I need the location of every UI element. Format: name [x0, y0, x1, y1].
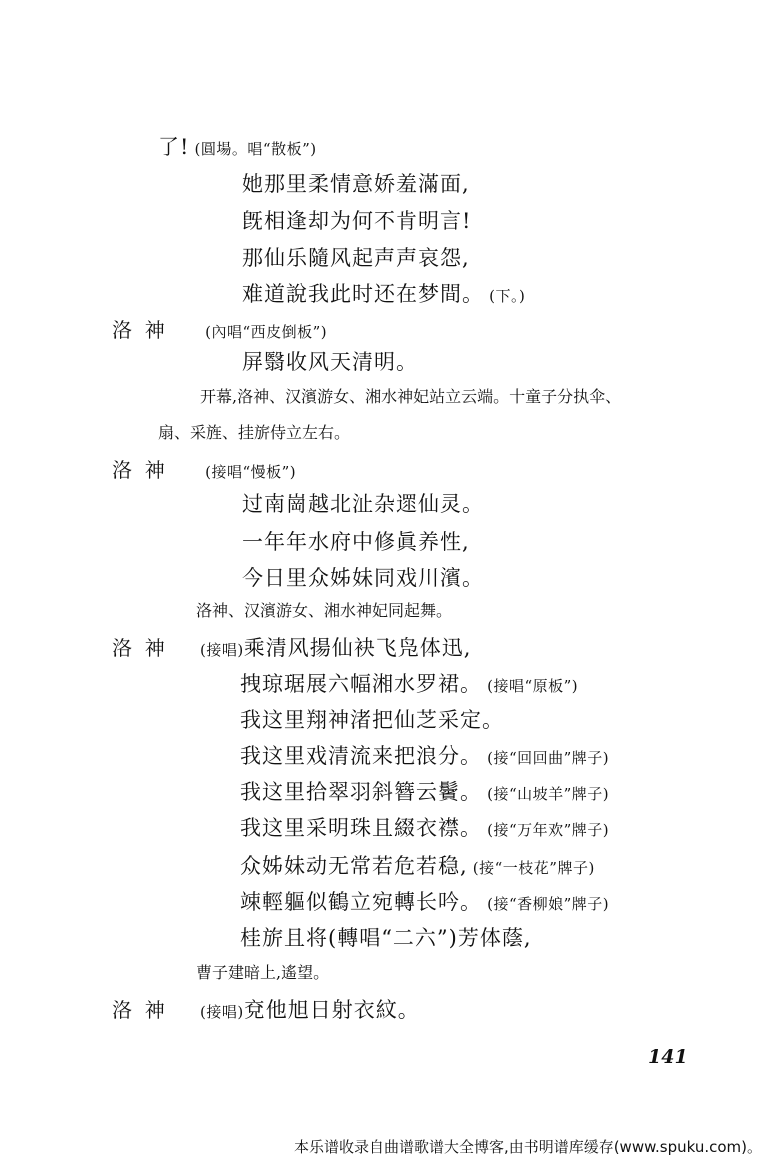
- stage-direction: 扇、采旌、挂旂侍立左右。: [158, 423, 351, 442]
- lyric-text: 竦輕軀似鶴立宛轉长吟。: [240, 890, 482, 914]
- lyric-text: 拽琼琚展六幅湘水罗裙。: [240, 672, 482, 696]
- verse-line: [240, 740, 609, 770]
- lyric-text: 了!: [158, 135, 190, 159]
- stage-note: (接“万年欢”牌子): [487, 821, 610, 839]
- stage-note: (接唱“慢板”): [205, 463, 297, 481]
- lyric-line: 今日里众姊妹同戏川濱。: [242, 566, 484, 590]
- lyric-text: 我这里戏清流来把浪分。: [240, 744, 482, 768]
- speaker-line: [112, 632, 471, 662]
- verse-line: [240, 886, 609, 916]
- stage-direction: 曹子建暗上,遙望。: [196, 963, 330, 982]
- verse-line: [240, 776, 609, 806]
- verse-line: [240, 668, 578, 698]
- lyric-line: 一年年水府中修眞养性,: [242, 530, 470, 554]
- stage-note: (接“山坡羊”牌子): [487, 785, 610, 803]
- speaker-name: 洛 神: [112, 318, 165, 342]
- verse-line: [240, 850, 595, 880]
- stage-note: (接“回回曲”牌子): [487, 749, 610, 767]
- lyric-line: 过南崗越北沚杂遝仙灵。: [242, 492, 484, 516]
- stage-note: (接“一枝花”牌子): [472, 859, 595, 877]
- speaker-name: 洛 神: [112, 998, 165, 1022]
- verse-line: [158, 131, 317, 161]
- lyric-line: 那仙乐隨风起声声哀怨,: [242, 246, 470, 270]
- speaker-name: 洛 神: [112, 458, 165, 482]
- speaker-name: 洛 神: [112, 636, 165, 660]
- lyric-text: 我这里采明珠且綴衣襟。: [240, 816, 482, 840]
- stage-note: (圓場。唱“散板”): [194, 140, 317, 158]
- lyric-text: 乘清风揚仙袂飞凫体迅,: [243, 636, 472, 660]
- stage-direction: 洛神、汉濱游女、湘水神妃同起舞。: [196, 601, 453, 620]
- stage-note: (接唱): [200, 641, 244, 659]
- footer-credit: 本乐谱收录自曲谱歌谱大全博客,由书明谱库缓存(www.spuku.com)。: [293, 1138, 762, 1156]
- page-number: 141: [648, 1046, 688, 1068]
- stage-note: (下。): [489, 287, 526, 305]
- stage-direction: 开幕,洛神、汉濱游女、湘水神妃站立云端。十童子分执伞、: [200, 387, 622, 406]
- verse-line: [242, 278, 525, 308]
- stage-note: (接“香柳娘”牌子): [487, 895, 610, 913]
- lyric-text: 众姊妹动无常若危若稳,: [240, 854, 468, 878]
- lyric-line: 桂旂且将(轉唱“二六”)芳体蔭,: [240, 926, 532, 950]
- lyric-text: 我这里拾翠羽斜簪云鬢。: [240, 780, 482, 804]
- lyric-text: 兗他旭日射衣紋。: [243, 998, 420, 1022]
- speaker-line: [112, 994, 420, 1024]
- lyric-line: 旣相逢却为何不肯明言!: [242, 209, 472, 233]
- stage-note: (內唱“西皮倒板”): [205, 323, 328, 341]
- lyric-line: 她那里柔情意娇羞滿面,: [242, 172, 470, 196]
- lyric-line: 我这里翔神渚把仙芝采定。: [240, 708, 504, 732]
- verse-line: [240, 812, 609, 842]
- stage-note: (接唱“原板”): [487, 677, 579, 695]
- speaker-line: [112, 454, 296, 483]
- stage-note: (接唱): [200, 1003, 244, 1021]
- lyric-text: 难道說我此时还在梦間。: [242, 282, 484, 306]
- lyric-line: 屏翳收风天清明。: [242, 350, 418, 374]
- speaker-line: [112, 314, 327, 343]
